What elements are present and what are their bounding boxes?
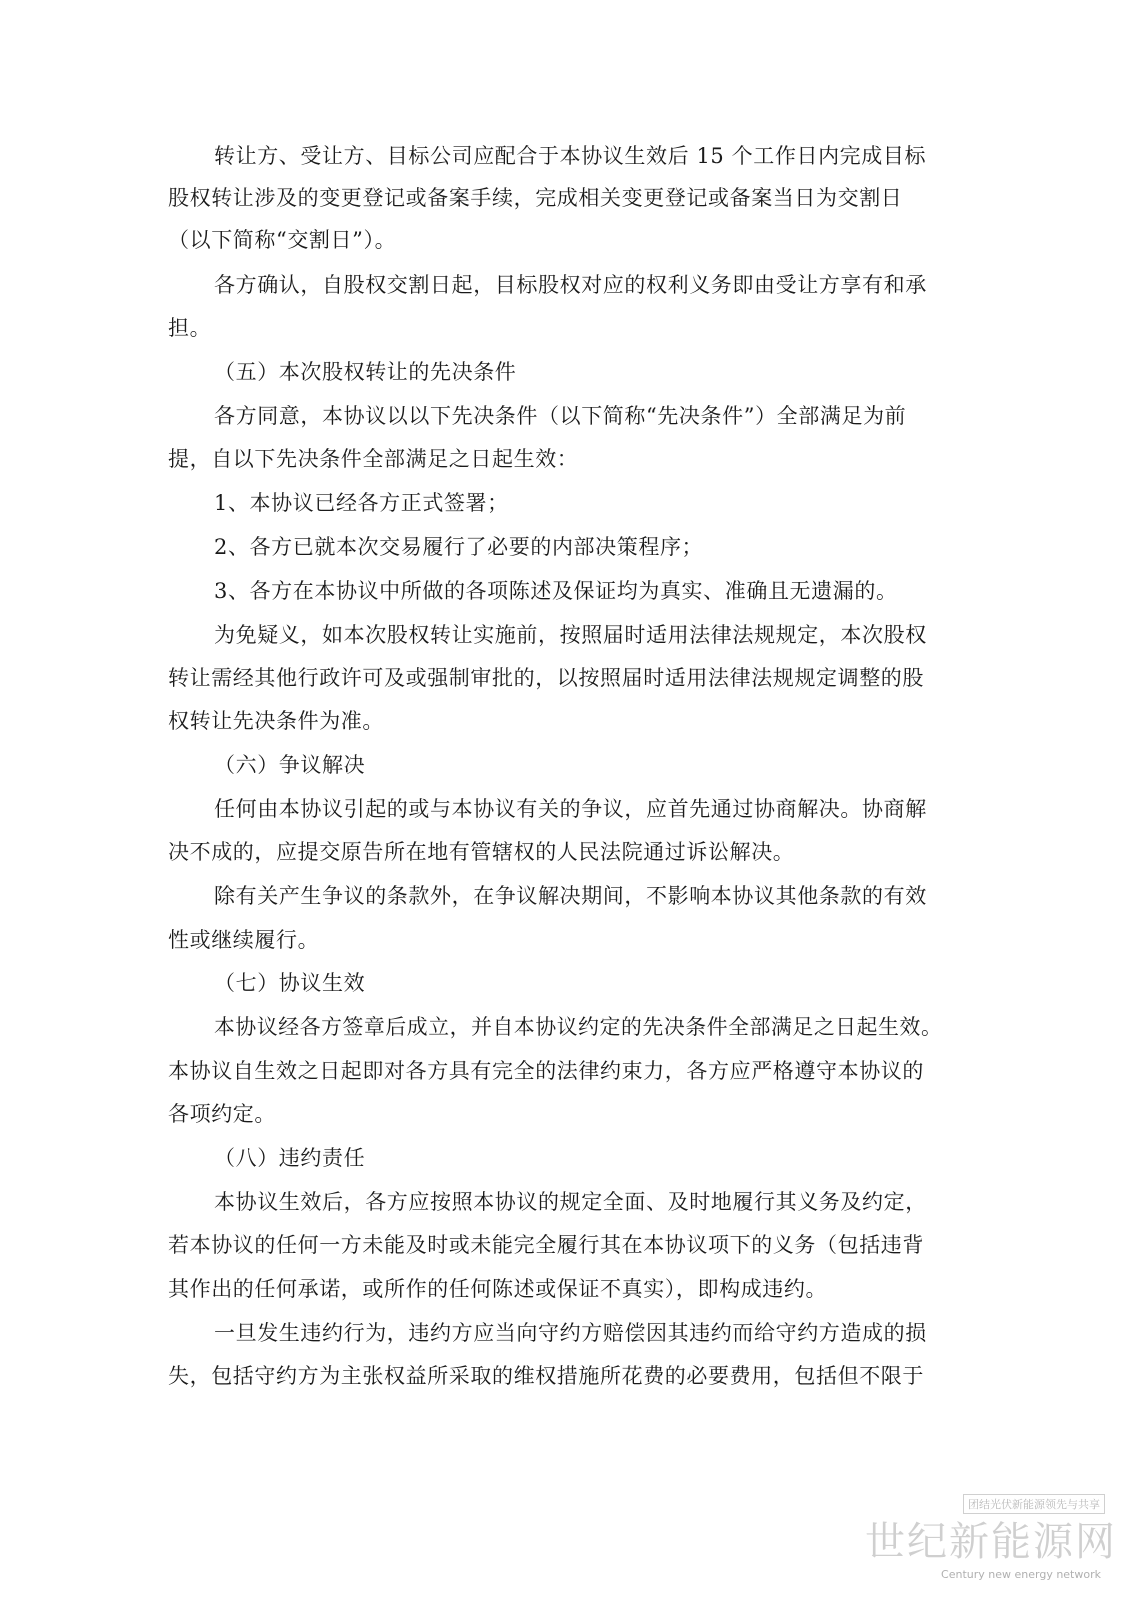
- text-line: （以下简称“交割日”）。: [168, 228, 397, 252]
- section-heading-7: （七）协议生效: [214, 971, 366, 995]
- text-line: 其作出的任何承诺，或所作的任何陈述或保证不真实），即构成违约。: [168, 1277, 828, 1301]
- text-line: 担。: [168, 316, 212, 340]
- text-line: 本协议自生效之日起即对各方具有完全的法律约束力，各方应严格遵守本协议的: [168, 1059, 924, 1083]
- text-line: 股权转让涉及的变更登记或备案手续，完成相关变更登记或备案当日为交割日: [168, 186, 903, 210]
- text-line: 本协议生效后，各方应按照本协议的规定全面、及时地履行其义务及约定，: [214, 1190, 927, 1214]
- text-line: 失，包括守约方为主张权益所采取的维权措施所花费的必要费用，包括但不限于: [168, 1364, 924, 1388]
- section-heading-6: （六）争议解决: [214, 753, 366, 777]
- section-heading-5: （五）本次股权转让的先决条件: [214, 360, 517, 384]
- text-line: 各方确认，自股权交割日起，目标股权对应的权利义务即由受让方享有和承: [214, 273, 927, 297]
- text-line: 决不成的，应提交原告所在地有管辖权的人民法院通过诉讼解决。: [168, 840, 795, 864]
- text-line: 各方同意，本协议以以下先决条件（以下简称“先决条件”）全部满足为前: [214, 404, 907, 428]
- text-line: 转让方、受让方、目标公司应配合于本协议生效后 15 个工作日内完成目标: [214, 144, 927, 168]
- text-line: 若本协议的任何一方未能及时或未能完全履行其在本协议项下的义务（包括违背: [168, 1233, 924, 1257]
- text-line: 转让需经其他行政许可及或强制审批的，以按照届时适用法律法规规定调整的股: [168, 666, 924, 690]
- text-line: 权转让先决条件为准。: [168, 709, 384, 733]
- section-heading-8: （八）违约责任: [214, 1146, 366, 1170]
- watermark: [865, 1494, 1117, 1594]
- list-item: 2、各方已就本次交易履行了必要的内部决策程序；: [214, 535, 704, 559]
- text-line: 本协议经各方签章后成立，并自本协议约定的先决条件全部满足之日起生效。: [214, 1015, 943, 1039]
- text-line: 为免疑义，如本次股权转让实施前，按照届时适用法律法规规定，本次股权: [214, 623, 927, 647]
- text-line: 一旦发生违约行为，违约方应当向守约方赔偿因其违约而给守约方造成的损: [214, 1321, 927, 1345]
- watermark-tagline: 团结光伏新能源领先与共享: [963, 1494, 1105, 1514]
- watermark-logo-text: 世纪新能源网: [865, 1519, 1117, 1565]
- text-line: 除有关产生争议的条款外，在争议解决期间，不影响本协议其他条款的有效: [214, 884, 927, 908]
- text-line: 任何由本协议引起的或与本协议有关的争议，应首先通过协商解决。协商解: [214, 797, 927, 821]
- text-line: 各项约定。: [168, 1102, 276, 1126]
- text-line: 提，自以下先决条件全部满足之日起生效：: [168, 447, 579, 471]
- text-line: 性或继续履行。: [168, 928, 320, 952]
- list-item: 3、各方在本协议中所做的各项陈述及保证均为真实、准确且无遗漏的。: [214, 579, 898, 603]
- list-item: 1、本协议已经各方正式签署；: [214, 491, 509, 515]
- watermark-english: Century new energy network: [941, 1568, 1101, 1581]
